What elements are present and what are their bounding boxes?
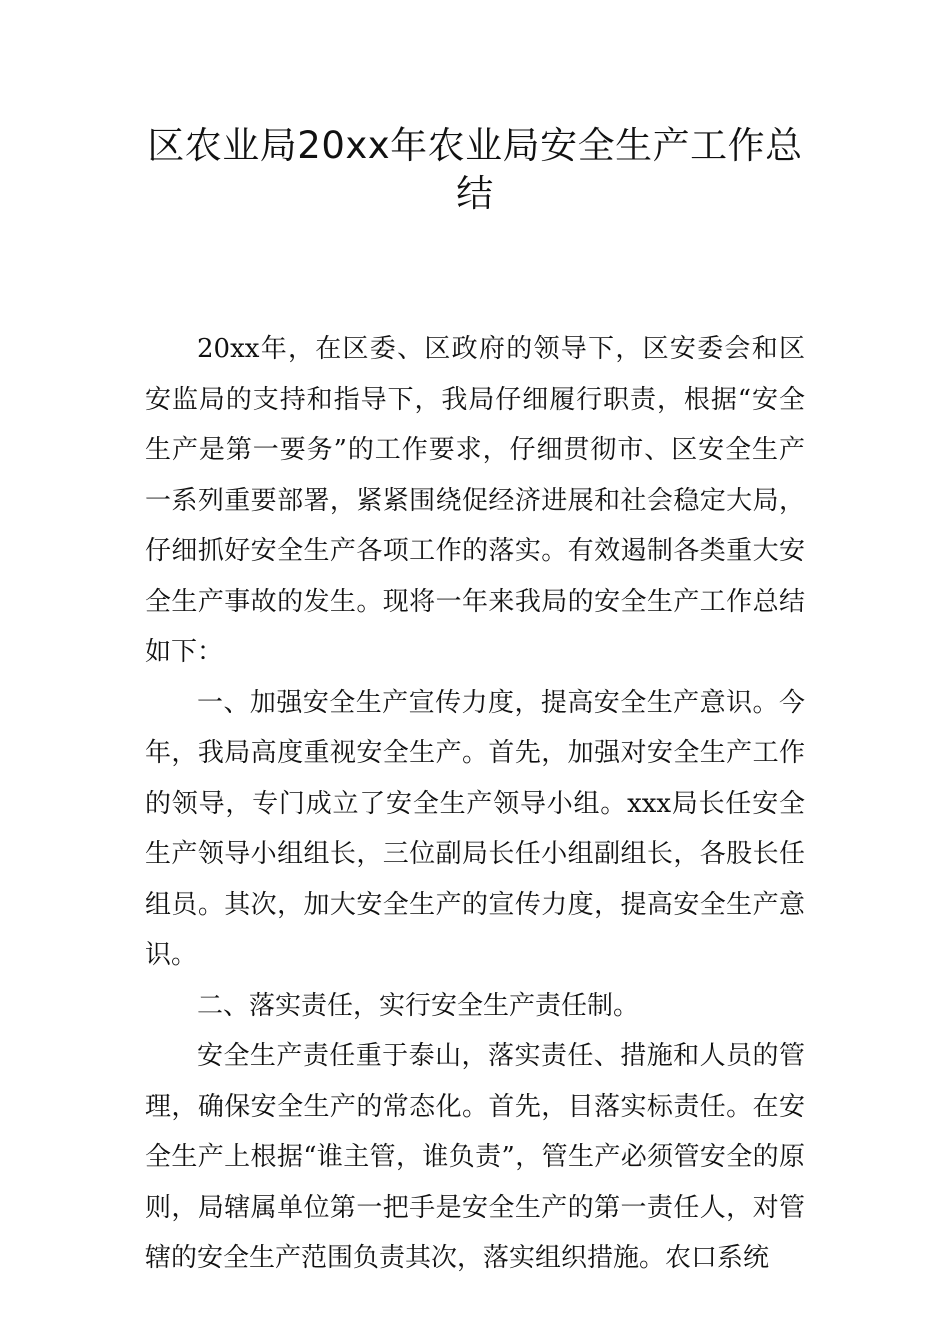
paragraph-section-2-heading: 二、落实责任，实行安全生产责任制。 [197, 990, 640, 1021]
paragraph-section-2-body: 安全生产责任重于泰山，落实责任、措施和人员的管理，确保安全生产的常态化。首先，目落实标责任。在安全生产上根据“谁主管，谁负责”，管生产必须管安全的原则，局辖属单位第一把手是安全生产的第一责任人，对管辖的安全生产范围负责其次，落实组织措施。农口系统 [145, 1041, 805, 1273]
document-title: 区农业局20xx年农业局安全生产工作总结 [147, 124, 803, 215]
paragraph-section-1: 一、加强安全生产宣传力度，提高安全生产意识。今年，我局高度重视安全生产。首先，加强对安全生产工作的领导，专门成立了安全生产领导小组。xxx局长任安全生产领导小组组长，三位副局长任小组副组长，各股长任组员。其次，加大安全生产的宣传力度，提高安全生产意识。 [145, 687, 805, 970]
document-body [145, 324, 805, 1284]
paragraph-intro: 20xx年，在区委、区政府的领导下，区安委会和区安监局的支持和指导下，我局仔细履行职责，根据“安全生产是第一要务”的工作要求，仔细贯彻市、区安全生产一系列重要部署，紧紧围绕促经济进展和社会稳定大局，仔细抓好安全生产各项工作的落实。有效遏制各类重大安全生产事故的发生。现将一年来我局的安全生产工作总结如下： [145, 334, 805, 667]
